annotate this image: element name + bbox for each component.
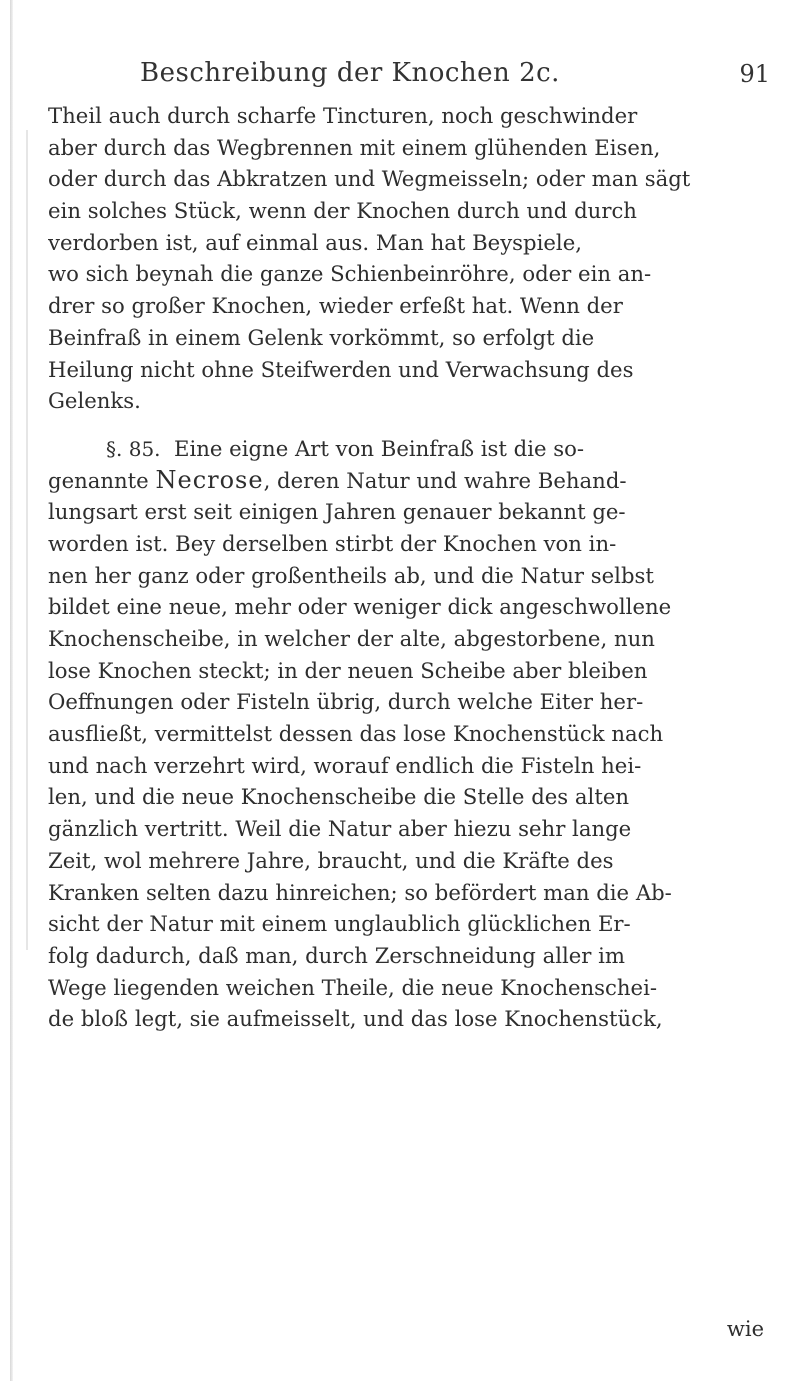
text-line: lungsart erst seit einigen Jahren genauer bekannt ge-	[48, 499, 626, 525]
text-line: len, und die neue Knochenscheibe die Stelle des alten	[48, 784, 630, 810]
text-line: de bloß legt, sie aufmeisselt, und das lose Knochenstück,	[48, 1006, 663, 1032]
text-line: bildet eine neue, mehr oder weniger dick angeschwollene	[48, 594, 672, 620]
text-line: ausfließt, vermittelst dessen das lose Knochenstück nach	[48, 721, 664, 747]
section-line	[48, 433, 766, 465]
section-number: §. 85.	[106, 436, 161, 461]
text-line: Zeit, wol mehrere Jahre, braucht, und die Kräfte des	[48, 847, 614, 873]
text-line: nen her ganz oder großentheils ab, und die Natur selbst	[48, 562, 654, 588]
keyword-line	[48, 465, 766, 497]
page-header	[140, 58, 770, 94]
text-line: wo sich beynah die ganze Schienbeinröhre, oder ein an-	[48, 261, 652, 287]
catchword: wie	[726, 1317, 764, 1341]
text-line: Theil auch durch scharfe Tincturen, noch geschwinder	[48, 103, 638, 128]
text-line: Wege liegenden weichen Theile, die neue Knochenschei-	[48, 974, 658, 1000]
paragraph-gap	[48, 417, 766, 433]
section-line-text: Eine eigne Art von Beinfraß ist die so-	[174, 435, 585, 461]
text-line: worden ist. Bey derselben stirbt der Knochen von in-	[48, 530, 617, 556]
text-line: und nach verzehrt wird, worauf endlich die Fisteln hei-	[48, 752, 642, 778]
text-line: ein solches Stück, wenn der Knochen durch und durch	[48, 198, 637, 224]
text-line: folg dadurch, daß man, durch Zerschneidung aller im	[48, 942, 626, 968]
text-line: aber durch das Wegbrennen mit einem glühenden Eisen,	[48, 134, 661, 160]
keyword-suffix: , deren Natur und wahre Behand-	[263, 467, 627, 493]
paragraph-1	[48, 100, 766, 417]
paragraph-2	[48, 433, 766, 1035]
page-number: 91	[739, 60, 770, 88]
text-line: lose Knochen steckt; in der neuen Scheibe aber bleiben	[48, 657, 648, 683]
text-line: Beinfraß in einem Gelenk vorkömmt, so erfolgt die	[48, 324, 595, 350]
text-line: Heilung nicht ohne Steifwerden und Verwachsung des	[48, 356, 634, 382]
text-line: Kranken selten dazu hinreichen; so befördert man die Ab-	[48, 879, 672, 905]
binding-line	[26, 130, 28, 950]
text-line: Gelenks.	[48, 388, 141, 414]
text-line: gänzlich vertritt. Weil die Natur aber hiezu sehr lange	[48, 816, 632, 842]
text-line: Knochenscheibe, in welcher der alte, abgestorbene, nun	[48, 626, 655, 651]
text-line: sicht der Natur mit einem unglaublich glücklichen Er-	[48, 911, 631, 937]
keyword-necrose: Necrose	[155, 465, 264, 494]
running-head: Beschreibung der Knochen 2c.	[140, 58, 560, 88]
binding-shadow	[10, 0, 13, 1381]
text-line: drer so großer Knochen, wieder erfeßt hat. Wenn der	[48, 293, 623, 319]
text-line: Oeffnungen oder Fisteln übrig, durch welche Eiter her-	[48, 689, 644, 715]
keyword-prefix: genannte	[48, 467, 149, 493]
text-line: verdorben ist, auf einmal aus. Man hat Beyspiele,	[48, 229, 582, 255]
body-text	[48, 100, 766, 1035]
text-line: oder durch das Abkratzen und Wegmeisseln; oder man sägt	[48, 166, 691, 192]
